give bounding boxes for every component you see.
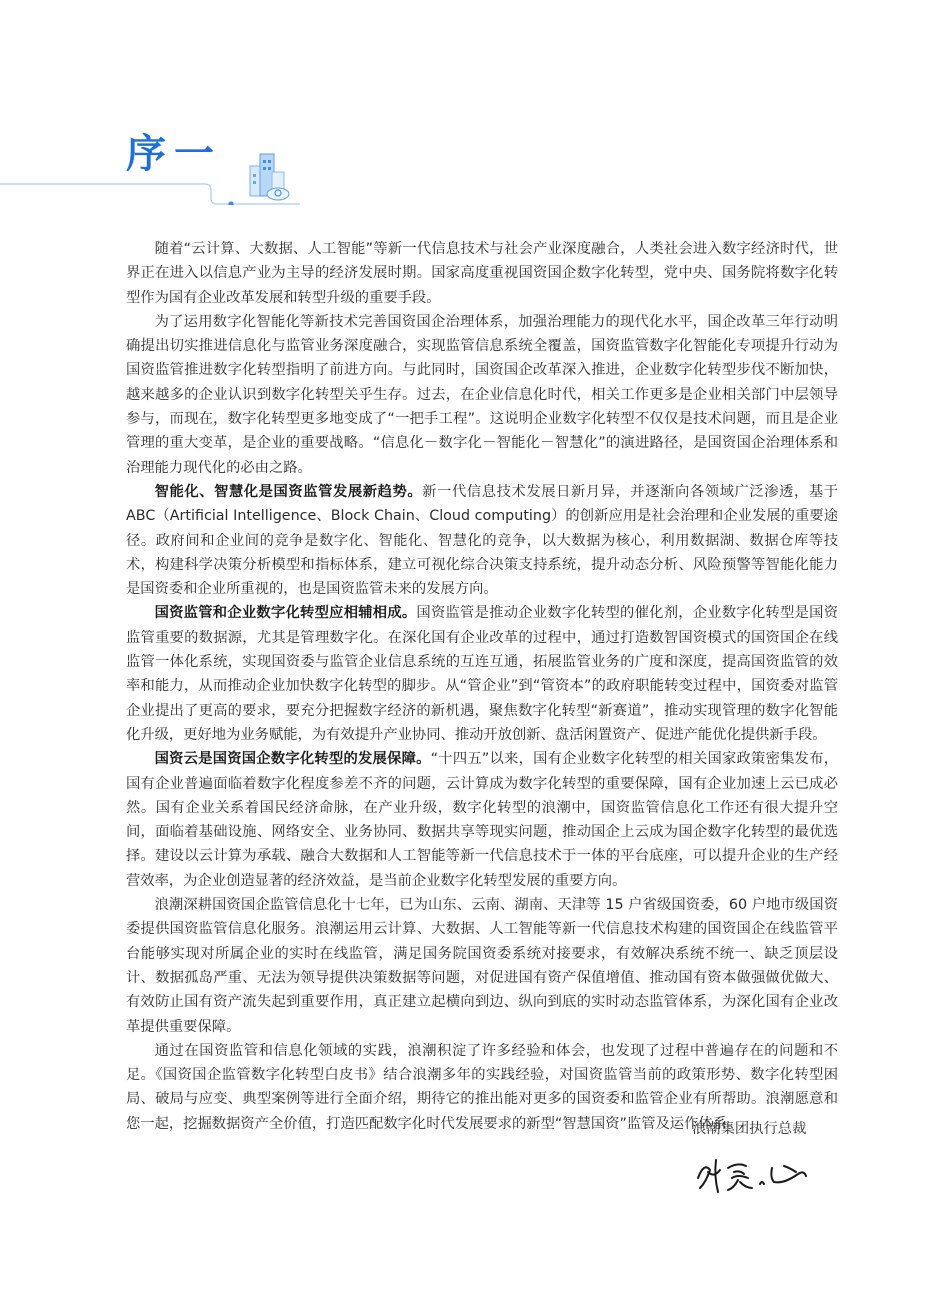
handwritten-signature	[694, 1148, 812, 1198]
paragraph: 为了运用数字化智能化等新技术完善国资国企治理体系，加强治理能力的现代化水平，国企改革三年行动明确提出切实推进信息化与监管业务深度融合，实现监管信息系统全覆盖，国资监管数字化智能化专项提升行动为国资监管推进数字化转型指明了前进方向。与此同时，国资国企改革深入推进，企业数字化转型步伐不断加快，越来越多的企业认识到数字化转型关乎生存。过去，在企业信息化时代，相关工作更多是企业相关部门中层领导参与，而现在，数字化转型更多地变成了“一把手工程”。这说明企业数字化转型不仅仅是技术问题，而且是企业管理的重大变革，是企业的重要战略。“信息化－数字化－智能化－智慧化”的演进路径，是国资国企治理体系和治理能力现代化的必由之路。	[126, 313, 838, 476]
paragraph: 通过在国资监管和信息化领域的实践，浪潮积淀了许多经验和体会，也发现了过程中普遍存在的问题和不足。《国资国企监管数字化转型白皮书》结合浪潮多年的实践经验，对国资监管当前的政策形势、数字化转型困局、破局与应变、典型案例等进行全面介绍，期待它的推出能对更多的国资委和监管企业有所帮助。浪潮愿意和您一起，挖掘数据资产全价值，打造匹配数字化时代发展要求的新型“智慧国资”监管及运作体系。	[126, 1042, 838, 1132]
paragraph: 智能化、智慧化是国资监管发展新趋势。新一代信息技术发展日新月异，并逐渐向各领域广泛渗透，基于ABC（Artificial Intelligence、Block Chain、Cloud computing）的创新应用是社会治理和企业发展的重要途径。政府间和企业间的竞争是数字化、智能化、智慧化的竞争，以大数据为核心，利用数据湖、数据仓库等技术，构建科学决策分析模型和指标体系，建立可视化综合决策支持系统，提升动态分析、风险预警等智能化能力是国资委和企业所重视的，也是国资监管未来的发展方向。	[126, 483, 839, 598]
paragraph: 国资云是国资国企数字化转型的发展保障。“十四五”以来，国有企业数字化转型的相关国家政策密集发布，国有企业普遍面临着数字化程度参差不齐的问题，云计算成为数字化转型的重要保障，国有企业加速上云已成必然。国有企业关系着国民经济命脉，在产业升级，数字化转型的浪潮中，国资监管信息化工作还有很大提升空间，面临着基础设施、网络安全、业务协同、数据共享等现实问题，推动国企上云成为国企数字化转型的最优选择。建设以云计算为承载、融合大数据和人工智能等新一代信息技术于一体的平台底座，可以提升企业的生产经营效率，为企业创造显著的经济效益，是当前企业数字化转型发展的重要方向。	[126, 751, 838, 889]
paragraph: 浪潮深耕国资国企监管信息化十七年，已为山东、云南、湖南、天津等 15 户省级国资委，60 户地市级国资委提供国资监管信息化服务。浪潮运用云计算、大数据、人工智能等新一代信息技术构建的国资国企在线监管平台能够实现对所属企业的实时在线监管，满足国务院国资委系统对接要求，有效解决系统不统一、缺乏顶层设计、数据孤岛严重、无法为领导提供决策数据等问题，对促进国有资产保值增值、推动国有资本做强做优做大、有效防止国有资产流失起到重要作用，真正建立起横向到边、纵向到底的实时动态监管体系，为深化国有企业改革提供重要保障。	[126, 897, 838, 1035]
preface-body	[126, 237, 838, 1136]
signatory-title: 浪潮集团执行总裁	[692, 1121, 807, 1137]
paragraph-lead: 智能化、智慧化是国资监管发展新趋势。	[154, 483, 423, 500]
building-cloud-icon	[238, 150, 298, 206]
paragraph-lead: 国资监管和企业数字化转型应相辅相成。	[154, 605, 417, 622]
paragraph: 国资监管和企业数字化转型应相辅相成。国资监管是推动企业数字化转型的催化剂，企业数字化转型是国资监管重要的数据源，尤其是管理数字化。在深化国有企业改革的过程中，通过打造数智国资模式的国资国企在线监管一体化系统，实现国资委与监管企业信息系统的互连互通，拓展监管业务的广度和深度，提高国资监管的效率和能力，从而推动企业加快数字化转型的脚步。从“管企业”到“管资本”的政府职能转变过程中，国资委对监管企业提出了更高的要求，要充分把握数字经济的新机遇，聚焦数字化转型“新赛道”，推动实现管理的数字化智能化升级，更好地为业务赋能，为有效提升产业协同、推动开放创新、盘活闲置资产、促进产能优化提供新手段。	[126, 605, 838, 743]
page-title: 序一	[126, 131, 222, 177]
paragraph: 随着“云计算、大数据、人工智能”等新一代信息技术与社会产业深度融合，人类社会进入数字经济时代，世界正在进入以信息产业为主导的经济发展时期。国家高度重视国资国企数字化转型，党中央、国务院将数字化转型作为国有企业改革发展和转型升级的重要手段。	[126, 241, 838, 306]
paragraph-lead: 国资云是国资国企数字化转型的发展保障。	[154, 751, 431, 768]
